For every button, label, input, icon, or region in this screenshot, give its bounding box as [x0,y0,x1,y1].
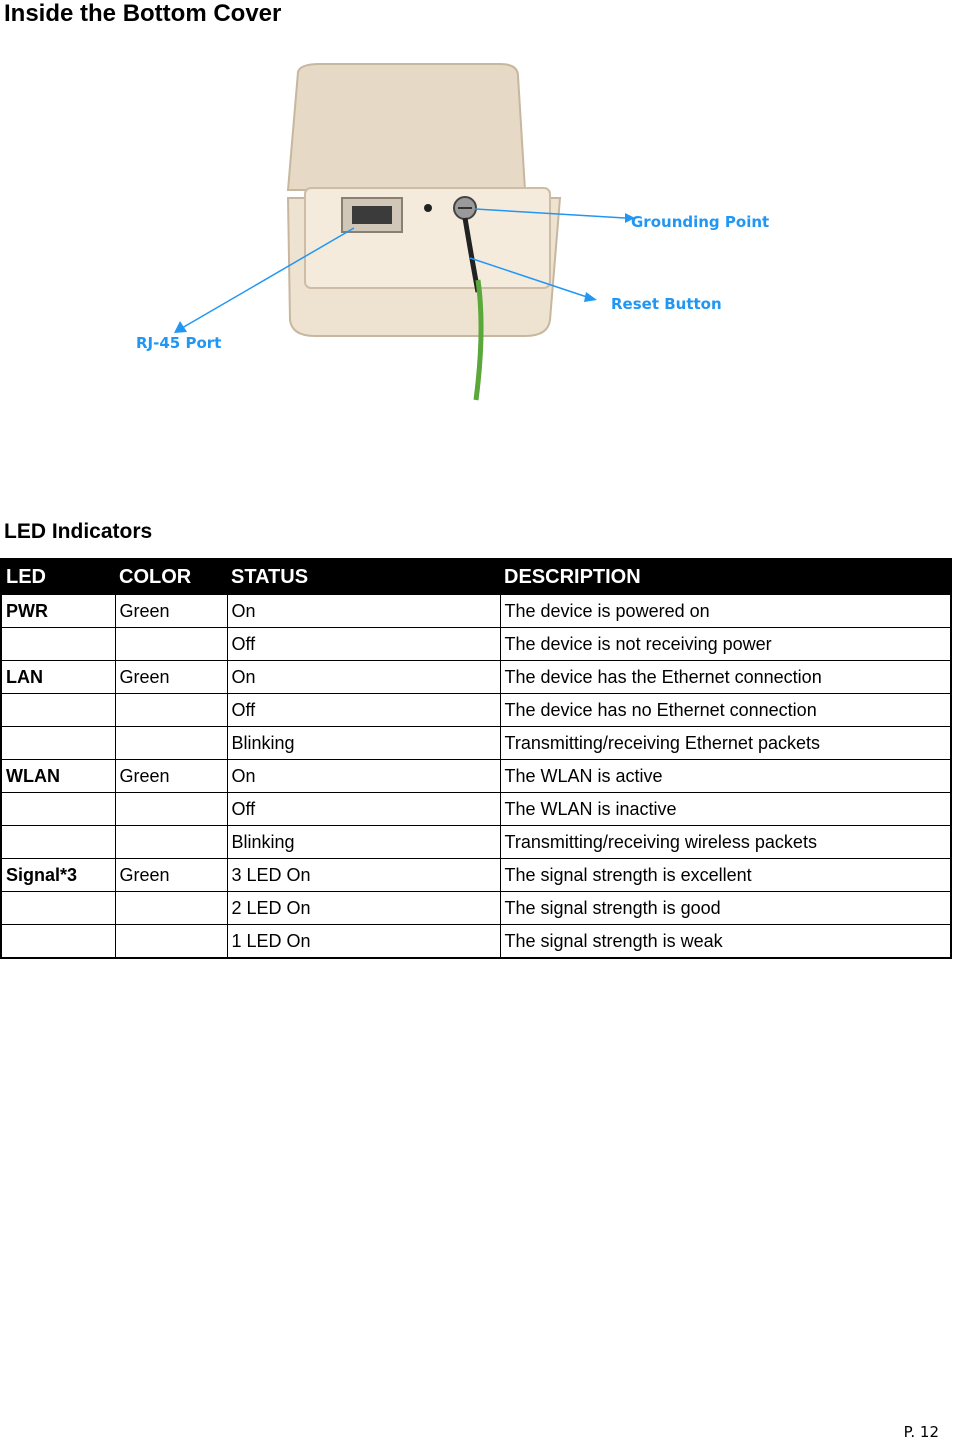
reset-hole [424,204,432,212]
cell-led [1,628,115,661]
cell-status: 2 LED On [227,892,500,925]
cell-description: The device is powered on [500,595,951,628]
cell-color [115,925,227,959]
cell-status: Blinking [227,727,500,760]
cell-description: The signal strength is weak [500,925,951,959]
cell-led: WLAN [1,760,115,793]
page-title: Inside the Bottom Cover [4,0,282,27]
cell-description: The device is not receiving power [500,628,951,661]
cell-status: On [227,760,500,793]
header-status: STATUS [227,559,500,595]
header-led: LED [1,559,115,595]
cell-led [1,925,115,959]
cell-led [1,727,115,760]
cell-led [1,892,115,925]
cell-status: Off [227,628,500,661]
cell-status: On [227,595,500,628]
cell-status: 1 LED On [227,925,500,959]
cell-description: The WLAN is active [500,760,951,793]
table-row [1,793,951,826]
cell-color [115,793,227,826]
cell-color: Green [115,760,227,793]
table-row [1,595,951,628]
cell-led [1,826,115,859]
cell-color [115,892,227,925]
cell-description: Transmitting/receiving Ethernet packets [500,727,951,760]
cell-color [115,628,227,661]
cell-description: The device has the Ethernet connection [500,661,951,694]
cell-led: PWR [1,595,115,628]
table-row [1,694,951,727]
section-title: LED Indicators [4,520,153,543]
rj45-port-label: RJ-45 Port [136,334,222,352]
cell-description: The signal strength is good [500,892,951,925]
cell-led: Signal*3 [1,859,115,892]
device-illustration [120,60,820,410]
device-photo [120,60,820,410]
table-row [1,826,951,859]
cell-status: Off [227,694,500,727]
cell-status: 3 LED On [227,859,500,892]
cell-led: LAN [1,661,115,694]
table-row [1,892,951,925]
table-row [1,760,951,793]
table-row [1,628,951,661]
header-description: DESCRIPTION [500,559,951,595]
cell-color [115,727,227,760]
grounding-point-label: Grounding Point [631,213,770,231]
table-row [1,925,951,959]
cell-description: The device has no Ethernet connection [500,694,951,727]
table-row [1,661,951,694]
cell-led [1,793,115,826]
cell-description: The signal strength is excellent [500,859,951,892]
rj45-opening [352,206,392,224]
table-header-row [1,559,951,595]
table-row [1,859,951,892]
reset-button-label: Reset Button [611,295,722,313]
cell-description: The WLAN is inactive [500,793,951,826]
cell-description: Transmitting/receiving wireless packets [500,826,951,859]
cell-color: Green [115,595,227,628]
device-body [288,64,525,190]
led-indicator-table [0,558,952,959]
cell-color [115,694,227,727]
cell-color: Green [115,661,227,694]
cell-led [1,694,115,727]
cell-status: Off [227,793,500,826]
page-number: P. 12 [903,1423,939,1441]
cell-color: Green [115,859,227,892]
cell-status: Blinking [227,826,500,859]
cell-status: On [227,661,500,694]
header-color: COLOR [115,559,227,595]
cell-color [115,826,227,859]
table-row [1,727,951,760]
